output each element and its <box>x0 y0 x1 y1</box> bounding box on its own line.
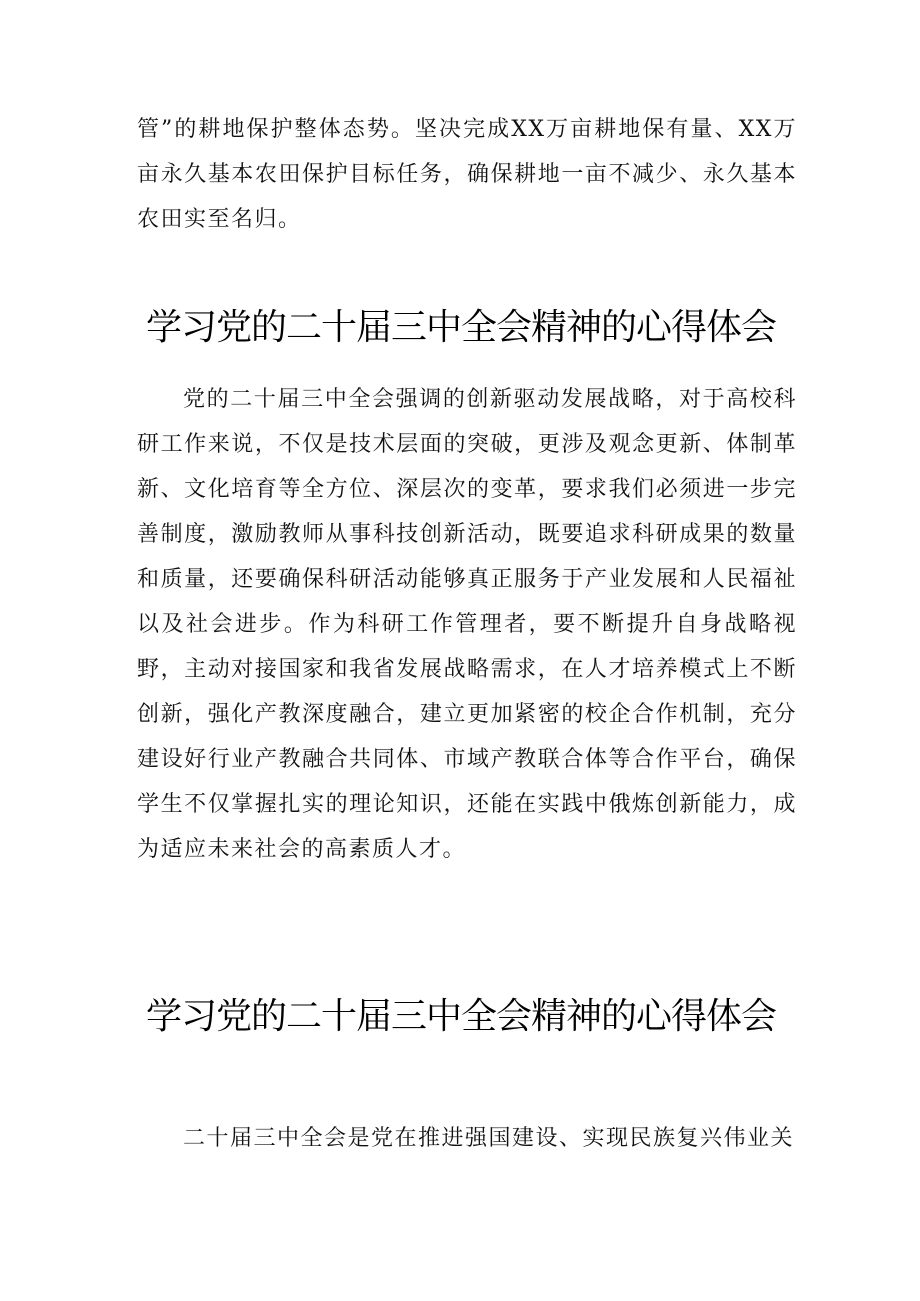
section-heading: 学习党的二十届三中全会精神的心得体会 <box>146 307 777 348</box>
body-paragraph: 二十届三中全会是党在推进强国建设、实现民族复兴伟业关 <box>183 1126 795 1151</box>
body-paragraph: 党的二十届三中全会强调的创新驱动发展战略，对于高校科研工作来说，不仅是技术层面的突破，更涉及观念更新、体制革新、文化培育等全方位、深层次的变革，要求我们必须进一步完善制度，激励教师从事科技创新活动，既要追求科研成果的数量和质量，还要确保科研活动能够真正服务于产业发展和人民福祉以及社会进步。作为科研工作管理者，要不断提升自身战略视野，主动对接国家和我省发展战略需求，在人才培养模式上不断创新，强化产教深度融合，建立更加紧密的校企合作机制，充分建设好行业产教融合共同体、市域产教联合体等合作平台，确保学生不仅掌握扎实的理论知识，还能在实践中俄炼创新能力，成为适应未来社会的高素质人才。 <box>137 387 797 862</box>
body-paragraph-continued: 管”的耕地保护整体态势。坚决完成XX万亩耕地保有量、XX万亩永久基本农田保护目标任务，确保耕地一亩不减少、永久基本农田实至名归。 <box>137 117 797 232</box>
section-heading: 学习党的二十届三中全会精神的心得体会 <box>146 996 777 1037</box>
